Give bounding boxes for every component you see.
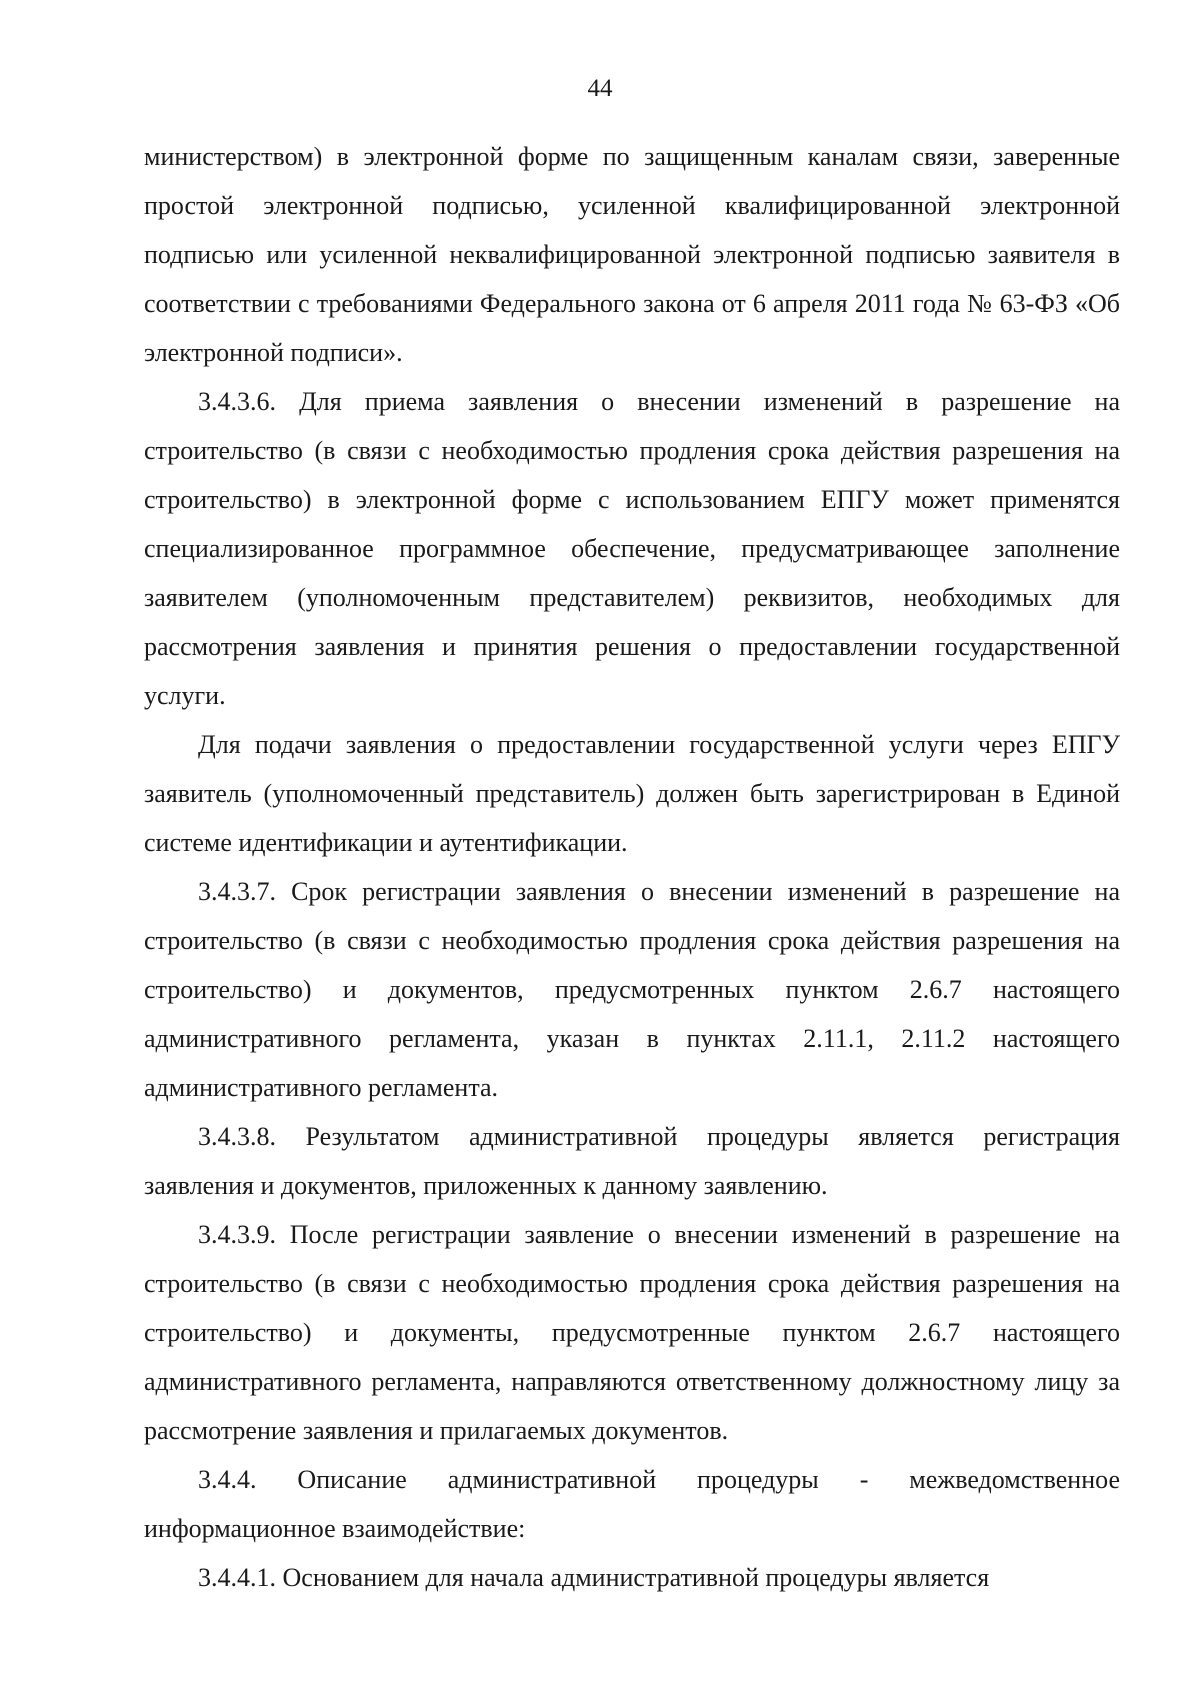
paragraph-3-4-4: 3.4.4. Описание административной процедуры - межведомственное информационное взаимодействие:: [144, 1465, 1120, 1543]
paragraph-3-4-3-9: 3.4.3.9. После регистрации заявление о внесении изменений в разрешение на строительство (в связи с необходимостью продления срока действия разрешения на строительство) и документы, предусмотренные пунктом 2.6.7 настоящего административного регламента, направляются ответственному должностному лицу за рассмотрение заявления и прилагаемых документов.: [144, 1220, 1120, 1445]
paragraph-3-4-3-6: 3.4.3.6. Для приема заявления о внесении изменений в разрешение на строительство (в связи с необходимостью продления срока действия разрешения на строительство) в электронной форме с использованием ЕПГУ может применятся специализированное программное обеспечение, предусматривающее заполнение заявителем (уполномоченным представителем) реквизитов, необходимых для рассмотрения заявления и принятия решения о предоставлении государственной услуги.: [144, 387, 1120, 710]
paragraph-continuation: министерством) в электронной форме по защищенным каналам связи, заверенные простой электронной подписью, усиленной квалифицированной электронной подписью или усиленной неквалифицированной электронной подписью заявителя в соответствии с требованиями Федерального закона от 6 апреля 2011 года № 63-ФЗ «Об электронной подписи».: [144, 142, 1120, 367]
page-number: 44: [587, 75, 613, 102]
paragraph-3-4-3-8: 3.4.3.8. Результатом административной процедуры является регистрация заявления и документов, приложенных к данному заявлению.: [144, 1122, 1120, 1200]
paragraph-epgu-registration: Для подачи заявления о предоставлении государственной услуги через ЕПГУ заявитель (уполномоченный представитель) должен быть зарегистрирован в Единой системе идентификации и аутентификации.: [144, 730, 1120, 857]
document-body: [144, 132, 1120, 1602]
paragraph-3-4-3-7: 3.4.3.7. Срок регистрации заявления о внесении изменений в разрешение на строительство (в связи с необходимостью продления срока действия разрешения на строительство) и документов, предусмотренных пунктом 2.6.7 настоящего административного регламента, указан в пунктах 2.11.1, 2.11.2 настоящего административного регламента.: [144, 877, 1120, 1102]
paragraph-3-4-4-1: 3.4.4.1. Основанием для начала административной процедуры является: [198, 1563, 990, 1592]
